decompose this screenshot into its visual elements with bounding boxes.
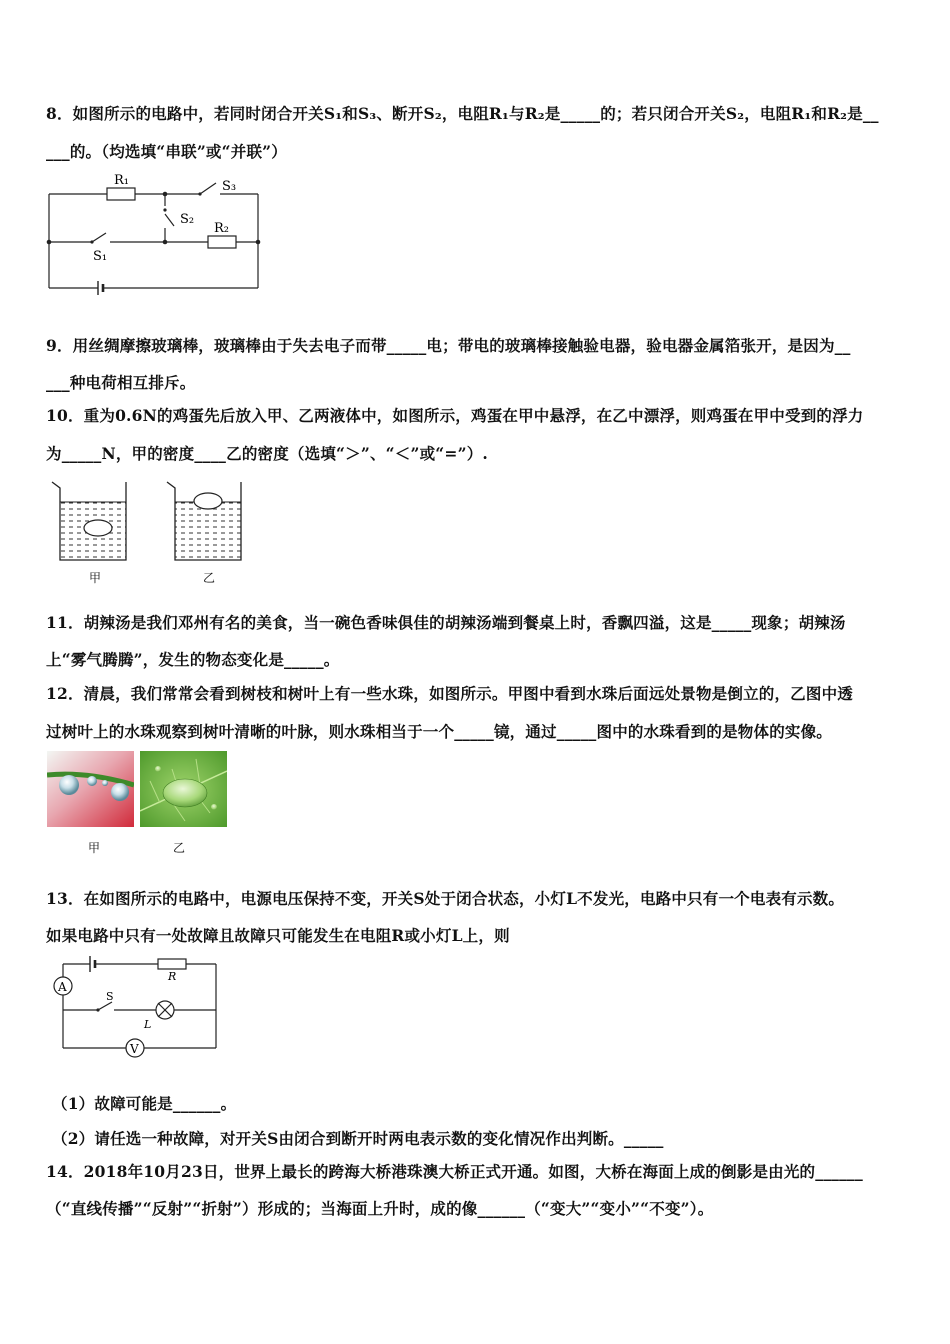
label-r2: R₂ <box>214 221 229 236</box>
label-l: L <box>144 1018 152 1031</box>
label-s: S <box>106 990 114 1003</box>
label-r: R <box>168 970 177 983</box>
q14-line2: （“直线传播”“反射”“折射”）形成的；当海面上升时，成的像______（“变大”“变小”“不变”）。 <box>46 1199 714 1218</box>
q10-caption-jia: 甲 <box>89 571 102 585</box>
beaker-jia <box>52 482 126 560</box>
q8-line1: 8．如图所示的电路中，若同时闭合开关S₁和S₃、断开S₂，电阻R₁与R₂是_____的；若只闭合开关S₂，电阻R₁和R₂是__ <box>46 104 879 123</box>
egg-suspended <box>84 520 112 536</box>
q12-photo-yi <box>140 751 227 827</box>
switch-s2 <box>165 214 174 226</box>
q9-line2: ___种电荷相互排斥。 <box>46 373 196 392</box>
q11-line1: 11．胡辣汤是我们邓州有名的美食，当一碗色香味俱佳的胡辣汤端到餐桌上时，香飘四溢，这是_____现象；胡辣汤 <box>46 613 846 632</box>
label-a: A <box>58 980 67 994</box>
switch-s <box>98 1002 112 1010</box>
switch-s1 <box>92 233 106 242</box>
label-r1: R₁ <box>114 173 129 188</box>
label-s3: S₃ <box>222 179 237 194</box>
beaker-yi <box>167 482 241 560</box>
resistor-r <box>158 959 186 969</box>
q12-line1: 12．清晨，我们常常会看到树枝和树叶上有一些水珠，如图所示。甲图中看到水珠后面远处景物是倒立的，乙图中透 <box>46 684 853 703</box>
q13-line2: 如果电路中只有一处故障且故障只可能发生在电阻R或小灯L上，则 <box>46 926 510 945</box>
q11-line2: 上“雾气腾腾”，发生的物态变化是_____。 <box>46 650 340 669</box>
q12-line2: 过树叶上的水珠观察到树叶清晰的叶脉，则水珠相当于一个_____镜，通过_____图中的水珠看到的是物体的实像。 <box>46 722 833 741</box>
q10-line1: 10．重为0.6N的鸡蛋先后放入甲、乙两液体中，如图所示，鸡蛋在甲中悬浮，在乙中漂浮，则鸡蛋在甲中受到的浮力 <box>46 406 864 425</box>
q8-circuit-diagram <box>40 170 270 300</box>
q13-line1: 13．在如图所示的电路中，电源电压保持不变，开关S处于闭合状态，小灯L不发光，电路中只有一个电表有示数。 <box>46 889 845 908</box>
q10-beakers-diagram <box>44 476 244 568</box>
switch-s3 <box>200 183 216 194</box>
label-v: V <box>130 1042 139 1056</box>
resistor-r2 <box>208 236 236 248</box>
q14-line1: 14．2018年10月23日，世界上最长的跨海大桥港珠澳大桥正式开通。如图，大桥在海面上成的倒影是由光的______ <box>46 1162 863 1181</box>
q12-caption-yi: 乙 <box>173 841 186 855</box>
q10-line2: 为_____N，甲的密度____乙的密度（选填“＞”、“＜”或“=”）. <box>46 444 488 463</box>
label-s1: S₁ <box>93 249 108 264</box>
q8-line2: ___的。（均选填“串联”或“并联”） <box>46 142 287 161</box>
resistor-r1 <box>107 188 135 200</box>
q13-circuit-diagram <box>46 952 224 1062</box>
q12-caption-jia: 甲 <box>88 841 101 855</box>
egg-floating <box>194 493 222 509</box>
q12-photo-jia <box>47 751 134 827</box>
q13-sub2: （2）请任选一种故障，对开关S由闭合到断开时两电表示数的变化情况作出判断。_____ <box>52 1129 664 1148</box>
label-s2: S₂ <box>180 212 195 227</box>
q9-line1: 9．用丝绸摩擦玻璃棒，玻璃棒由于失去电子而带_____电；带电的玻璃棒接触验电器，验电器金属箔张开，是因为__ <box>46 336 851 355</box>
q13-sub1: （1）故障可能是______。 <box>52 1094 237 1113</box>
q10-caption-yi: 乙 <box>203 571 216 585</box>
